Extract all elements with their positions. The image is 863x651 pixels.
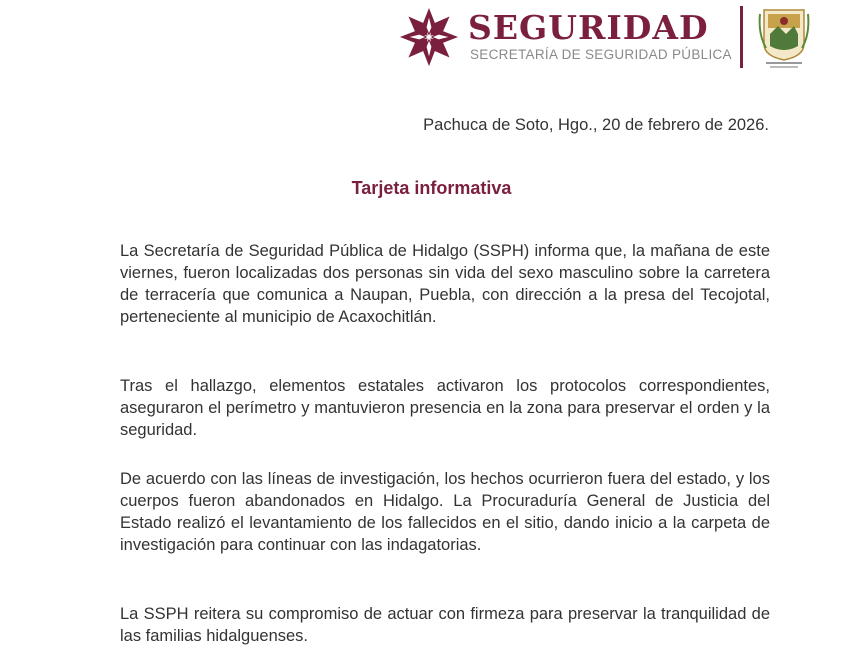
date-line: Pachuca de Soto, Hgo., 20 de febrero de 2026. (423, 116, 769, 134)
header-divider (740, 6, 743, 68)
paragraph-1: La Secretaría de Seguridad Pública de Hidalgo (SSPH) informa que, la mañana de este viernes, fueron localizadas dos personas sin vida del sexo masculino sobre la carretera de terracería que comunica a Naupan, Puebla, con dirección a la presa del Tecojotal, perteneciente al municipio de Acaxochitlán. (120, 242, 770, 326)
paragraph-3: De acuerdo con las líneas de investigación, los hechos ocurrieron fuera del estado, y los cuerpos fueron abandonados en Hidalgo. La Procuraduría General de Justicia del Estado realizó el levantamiento de los fallecidos en el sitio, dando inicio a la carpeta de investigación para continuar con las indagatorias. (120, 470, 770, 554)
document-title: Tarjeta informativa (351, 178, 512, 198)
letterhead (398, 4, 818, 70)
paragraph-2: Tras el hallazgo, elementos estatales activaron los protocolos correspondientes, aseguraron el perímetro y mantuvieron presencia en la zona para preservar el orden y la seguridad. (120, 377, 770, 439)
state-seal-icon (758, 4, 810, 72)
brand-subtitle: SECRETARÍA DE SEGURIDAD PÚBLICA (470, 47, 732, 62)
paragraph-4: La SSPH reitera su compromiso de actuar con firmeza para preservar la tranquilidad de las familias hidalguenses. (120, 605, 770, 645)
brand-title: SEGURIDAD (468, 8, 709, 47)
star-logo-icon (398, 6, 460, 68)
